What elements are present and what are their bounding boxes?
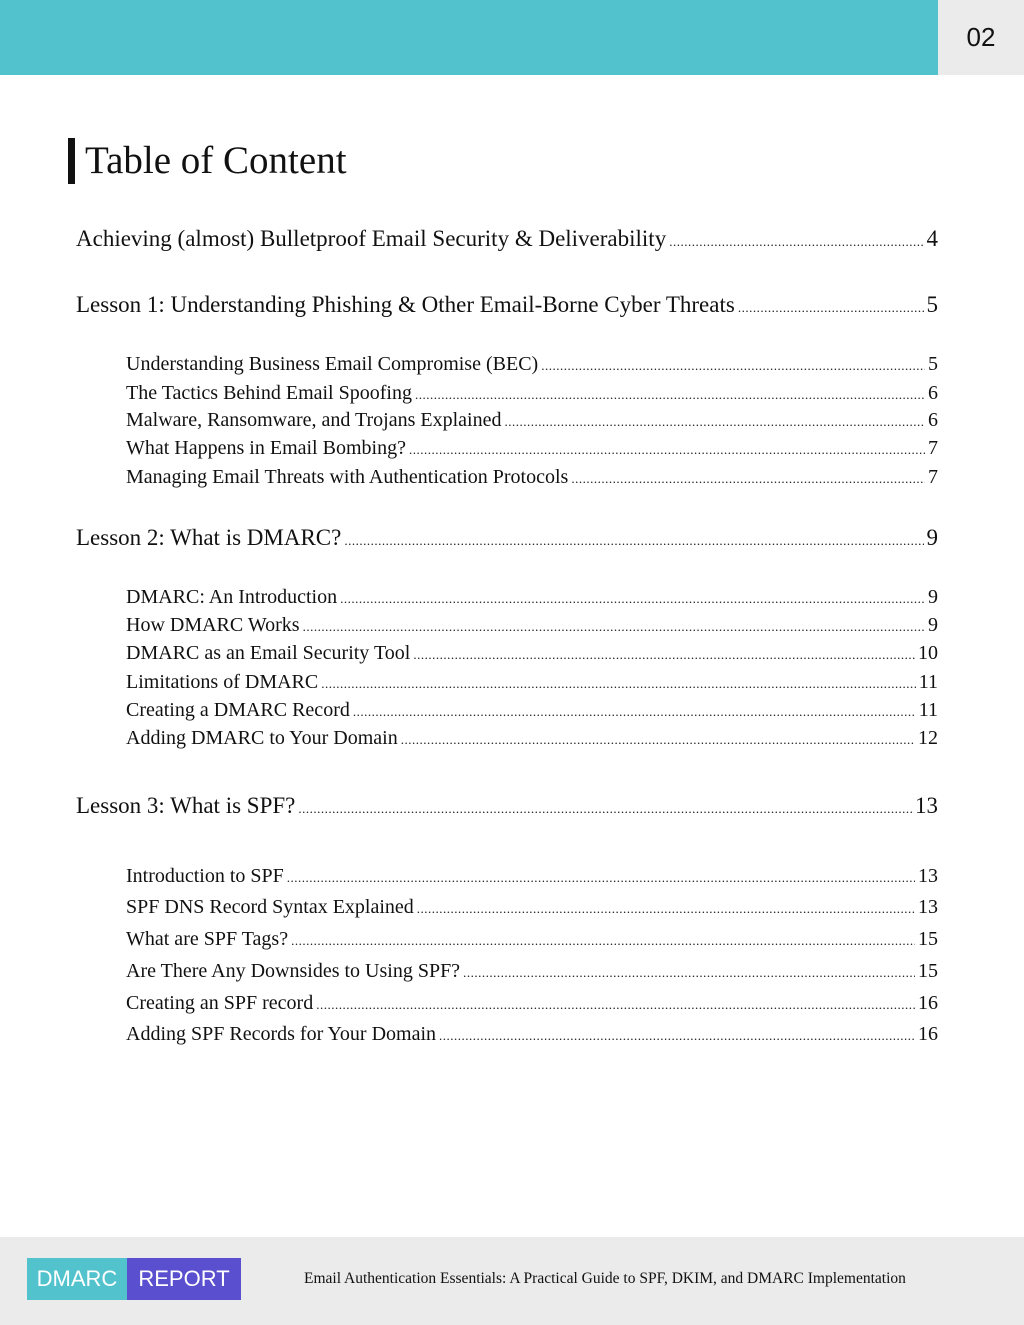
- toc-entry-label: Achieving (almost) Bulletproof Email Security & Deliverability: [76, 226, 667, 251]
- logo-right: REPORT: [127, 1258, 241, 1300]
- toc-entry-page: 7: [928, 437, 938, 459]
- toc-entry[interactable]: [126, 699, 938, 722]
- toc-entry-page: 12: [918, 727, 938, 749]
- toc-entry-page: 16: [918, 1023, 938, 1045]
- toc-entry-page: 7: [928, 466, 938, 488]
- toc-entry-page: 13: [915, 793, 938, 818]
- toc-entry-label: How DMARC Works: [126, 614, 300, 636]
- toc-entry-label: Understanding Business Email Compromise (BEC): [126, 353, 539, 375]
- toc-entry-label: Managing Email Threats with Authentication Protocols: [126, 466, 569, 488]
- toc-entry[interactable]: [126, 353, 938, 376]
- toc-entry[interactable]: [76, 226, 938, 252]
- toc-entry[interactable]: [126, 437, 938, 460]
- header-bar: [0, 0, 938, 75]
- toc-entry-page: 9: [926, 525, 938, 550]
- toc-entry-label: What Happens in Email Bombing?: [126, 437, 406, 459]
- toc-entry-label: DMARC as an Email Security Tool: [126, 642, 411, 664]
- dot-leader: [287, 865, 915, 888]
- dot-leader: [298, 793, 912, 819]
- toc-entry-page: 6: [928, 382, 938, 404]
- toc-entry-label: Introduction to SPF: [126, 865, 284, 887]
- toc-entry-label: Lesson 1: Understanding Phishing & Other Email-Borne Cyber Threats: [76, 292, 735, 317]
- toc-entry-page: 13: [918, 865, 938, 887]
- toc-entry-page: 10: [918, 642, 938, 664]
- toc-entry[interactable]: [126, 409, 938, 432]
- dmarc-report-logo: [27, 1258, 241, 1300]
- toc-entry-page: 6: [928, 409, 938, 431]
- toc-entry-page: 11: [918, 699, 938, 721]
- page-title: Table of Content: [68, 138, 347, 184]
- dot-leader: [439, 1023, 915, 1046]
- dot-leader: [303, 614, 925, 637]
- toc-entry-label: Adding SPF Records for Your Domain: [126, 1023, 437, 1045]
- dot-leader: [409, 437, 925, 460]
- dot-leader: [316, 992, 915, 1015]
- toc-entry[interactable]: [126, 865, 938, 888]
- toc-entry-label: What are SPF Tags?: [126, 928, 289, 950]
- toc-entry-page: 5: [926, 292, 938, 317]
- toc-entry-label: The Tactics Behind Email Spoofing: [126, 382, 412, 404]
- toc-entry-page: 16: [918, 992, 938, 1014]
- toc-entry[interactable]: [126, 727, 938, 750]
- dot-leader: [738, 292, 924, 318]
- dot-leader: [417, 896, 915, 919]
- toc-entry[interactable]: [126, 614, 938, 637]
- toc-entry[interactable]: [126, 992, 938, 1015]
- footer: [0, 1237, 1024, 1325]
- dot-leader: [344, 525, 923, 551]
- toc-entry-page: 4: [926, 226, 938, 251]
- dot-leader: [669, 226, 923, 252]
- toc-entry-label: DMARC: An Introduction: [126, 586, 338, 608]
- page-number: 02: [938, 0, 1024, 75]
- toc-entry[interactable]: [76, 525, 938, 551]
- dot-leader: [413, 642, 915, 665]
- logo-left: DMARC: [27, 1258, 127, 1300]
- toc-entry-label: Limitations of DMARC: [126, 671, 319, 693]
- toc-entry-page: 5: [928, 353, 938, 375]
- toc-entry[interactable]: [126, 1023, 938, 1046]
- toc-entry[interactable]: [126, 960, 938, 983]
- toc-entry[interactable]: [126, 671, 938, 694]
- toc-entry-page: 15: [918, 960, 938, 982]
- toc-entry-label: Lesson 2: What is DMARC?: [76, 525, 342, 550]
- dot-leader: [571, 466, 925, 489]
- toc-entry[interactable]: [76, 292, 938, 318]
- dot-leader: [504, 409, 925, 432]
- toc-entry[interactable]: [76, 793, 938, 819]
- toc-entry-label: SPF DNS Record Syntax Explained: [126, 896, 414, 918]
- dot-leader: [415, 382, 925, 405]
- toc-entry-label: Adding DMARC to Your Domain: [126, 727, 398, 749]
- toc-entry-page: 11: [918, 671, 938, 693]
- toc-entry-page: 15: [918, 928, 938, 950]
- toc-entry-label: Lesson 3: What is SPF?: [76, 793, 296, 818]
- footer-text: Email Authentication Essentials: A Practical Guide to SPF, DKIM, and DMARC Implementation: [304, 1270, 906, 1287]
- toc-entry[interactable]: [126, 642, 938, 665]
- toc-entry-page: 13: [918, 896, 938, 918]
- toc-entry-label: Creating a DMARC Record: [126, 699, 350, 721]
- dot-leader: [541, 353, 925, 376]
- toc-entry-page: 9: [928, 614, 938, 636]
- toc-entry[interactable]: [126, 928, 938, 951]
- toc-entry[interactable]: [126, 466, 938, 489]
- dot-leader: [291, 928, 915, 951]
- dot-leader: [463, 960, 915, 983]
- dot-leader: [321, 671, 916, 694]
- dot-leader: [401, 727, 915, 750]
- toc-entry[interactable]: [126, 896, 938, 919]
- toc-entry-label: Malware, Ransomware, and Trojans Explained: [126, 409, 502, 431]
- toc-entry[interactable]: [126, 586, 938, 609]
- dot-leader: [353, 699, 916, 722]
- toc-entry-page: 9: [928, 586, 938, 608]
- toc-entry[interactable]: [126, 382, 938, 405]
- toc-entry-label: Are There Any Downsides to Using SPF?: [126, 960, 461, 982]
- toc-entry-label: Creating an SPF record: [126, 992, 314, 1014]
- dot-leader: [340, 586, 925, 609]
